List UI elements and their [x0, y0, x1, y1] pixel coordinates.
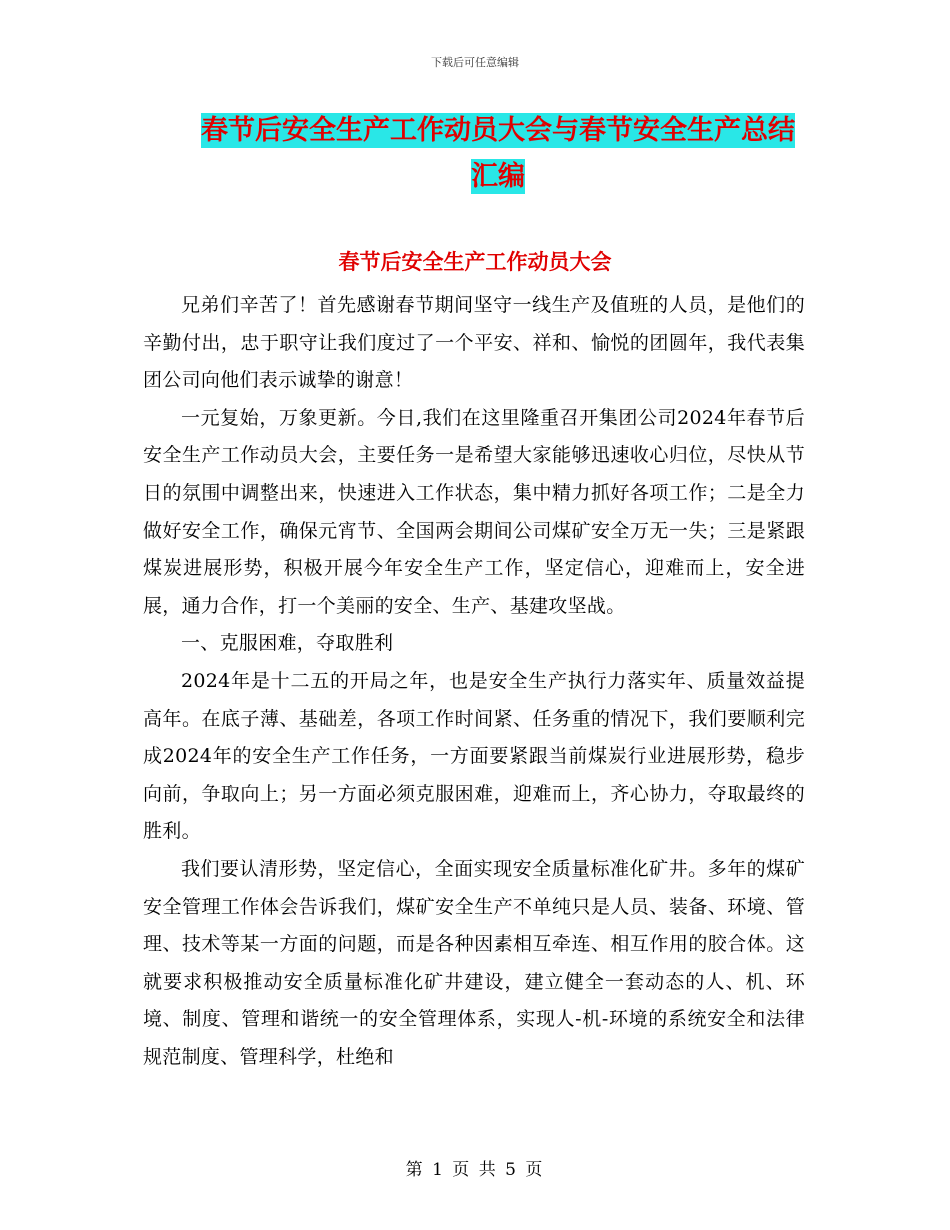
page-footer: 第 1 页 共 5 页 [405, 1160, 545, 1180]
paragraph-3-heading: 一、克服困难，夺取胜利 [181, 632, 394, 655]
paragraph-2: 一元复始，万象更新。今日,我们在这里隆重召开集团公司2024年春节后安全生产工作动员大会，主要任务一是希望大家能够迅速收心归位，尽快从节日的氛围中调整出来，快速进入工作状态，集中精力抓好各项工作；二是全力做好安全工作，确保元宵节、全国两会期间公司煤矿安全万无一失；三是紧跟煤炭进展形势，积极开展今年安全生产工作，坚定信心，迎难而上，安全进展，通力合作，打一个美丽的安全、生产、基建攻坚战。 [143, 406, 805, 617]
main-title [192, 108, 804, 200]
main-title-text: 春节后安全生产工作动员大会与春节安全生产总结汇编 [201, 115, 795, 192]
paragraph-5: 我们要认清形势，坚定信心，全面实现安全质量标准化矿井。多年的煤矿安全管理工作体会告诉我们，煤矿安全生产不单纯只是人员、装备、环境、管理、技术等某一方面的问题，而是各种因素相互牵连、相互作用的胶合体。这就要求积极推动安全质量标准化矿井建设，建立健全一套动态的人、机、环境、制度、管理和谐统一的安全管理体系，实现人-机-环境的系统安全和法律规范制度、管理科学，杜绝和 [143, 857, 805, 1068]
paragraph-1: 兄弟们辛苦了！首先感谢春节期间坚守一线生产及值班的人员，是他们的辛勤付出，忠于职守让我们度过了一个平安、祥和、愉悦的团圆年，我代表集团公司向他们表示诚挚的谢意！ [143, 294, 805, 392]
paragraph-4: 2024年是十二五的开局之年，也是安全生产执行力落实年、质量效益提高年。在底子薄、基础差，各项工作时间紧、任务重的情况下，我们要顺利完成2024年的安全生产工作任务，一方面要紧跟当前煤炭行业进展形势，稳步向前，争取向上；另一方面必须克服困难，迎难而上，齐心协力，夺取最终的胜利。 [143, 669, 805, 843]
body-text [143, 287, 805, 1076]
header-note: 下载后可任意编辑 [431, 56, 519, 69]
section-title: 春节后安全生产工作动员大会 [338, 250, 612, 274]
